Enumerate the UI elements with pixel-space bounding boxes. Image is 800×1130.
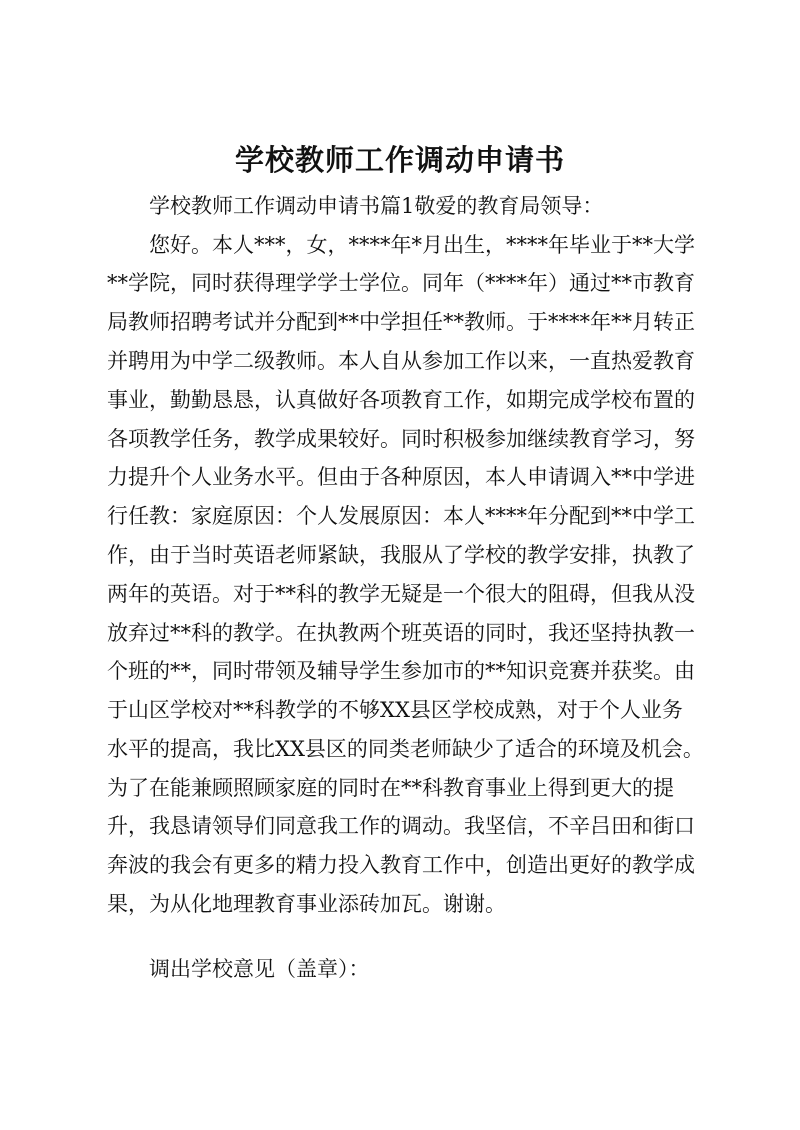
document-line: 奔波的我会有更多的精力投入教育工作中，创造出更好的教学成 (107, 853, 695, 877)
document-line: 力提升个人业务水平。但由于各种原因，本人申请调入**中学进 (107, 465, 695, 489)
document-line: 作，由于当时英语老师紧缺，我服从了学校的教学安排，执教了 (107, 543, 695, 567)
document-line: 为了在能兼顾照顾家庭的同时在**科教育事业上得到更大的提 (107, 776, 674, 800)
document-title: 学校教师工作调动申请书 (234, 143, 565, 177)
document-line: 水平的提高，我比XX县区的同类老师缺少了适合的环境及机会。 (107, 737, 704, 761)
document-line: 于山区学校对**科教学的不够XX县区学校成熟，对于个人业务 (107, 698, 683, 722)
document-line: 并聘用为中学二级教师。本人自从参加工作以来，一直热爱教育 (107, 349, 695, 373)
document-line: 两年的英语。对于**科的教学无疑是一个很大的阻碍，但我从没 (107, 582, 695, 606)
document-line: 学校教师工作调动申请书篇1敬爱的教育局领导： (149, 194, 604, 218)
document-line: 放弃过**科的教学。在执教两个班英语的同时，我还坚持执教一 (107, 621, 695, 645)
document-line: 各项教学任务，教学成果较好。同时积极参加继续教育学习，努 (107, 427, 695, 451)
document-line: 个班的**，同时带领及辅导学生参加市的**知识竞赛并获奖。由 (107, 659, 695, 683)
document-line: **学院，同时获得理学学士学位。同年（****年）通过**市教育 (107, 271, 695, 295)
document-line: 升，我恳请领导们同意我工作的调动。我坚信，不辛吕田和街口 (107, 814, 695, 838)
document-line: 事业，勤勤恳恳，认真做好各项教育工作，如期完成学校布置的 (107, 388, 695, 412)
document-line: 行任教：家庭原因：个人发展原因：本人****年分配到**中学工 (107, 504, 695, 528)
document-line: 果，为从化地理教育事业添砖加瓦。谢谢。 (107, 892, 506, 916)
document-line: 局教师招聘考试并分配到**中学担任**教师。于****年**月转正 (107, 310, 695, 334)
document-line: 调出学校意见（盖章）： (149, 957, 370, 981)
document-line: 您好。本人***，女，****年*月出生，****年毕业于**大学 (149, 233, 695, 257)
